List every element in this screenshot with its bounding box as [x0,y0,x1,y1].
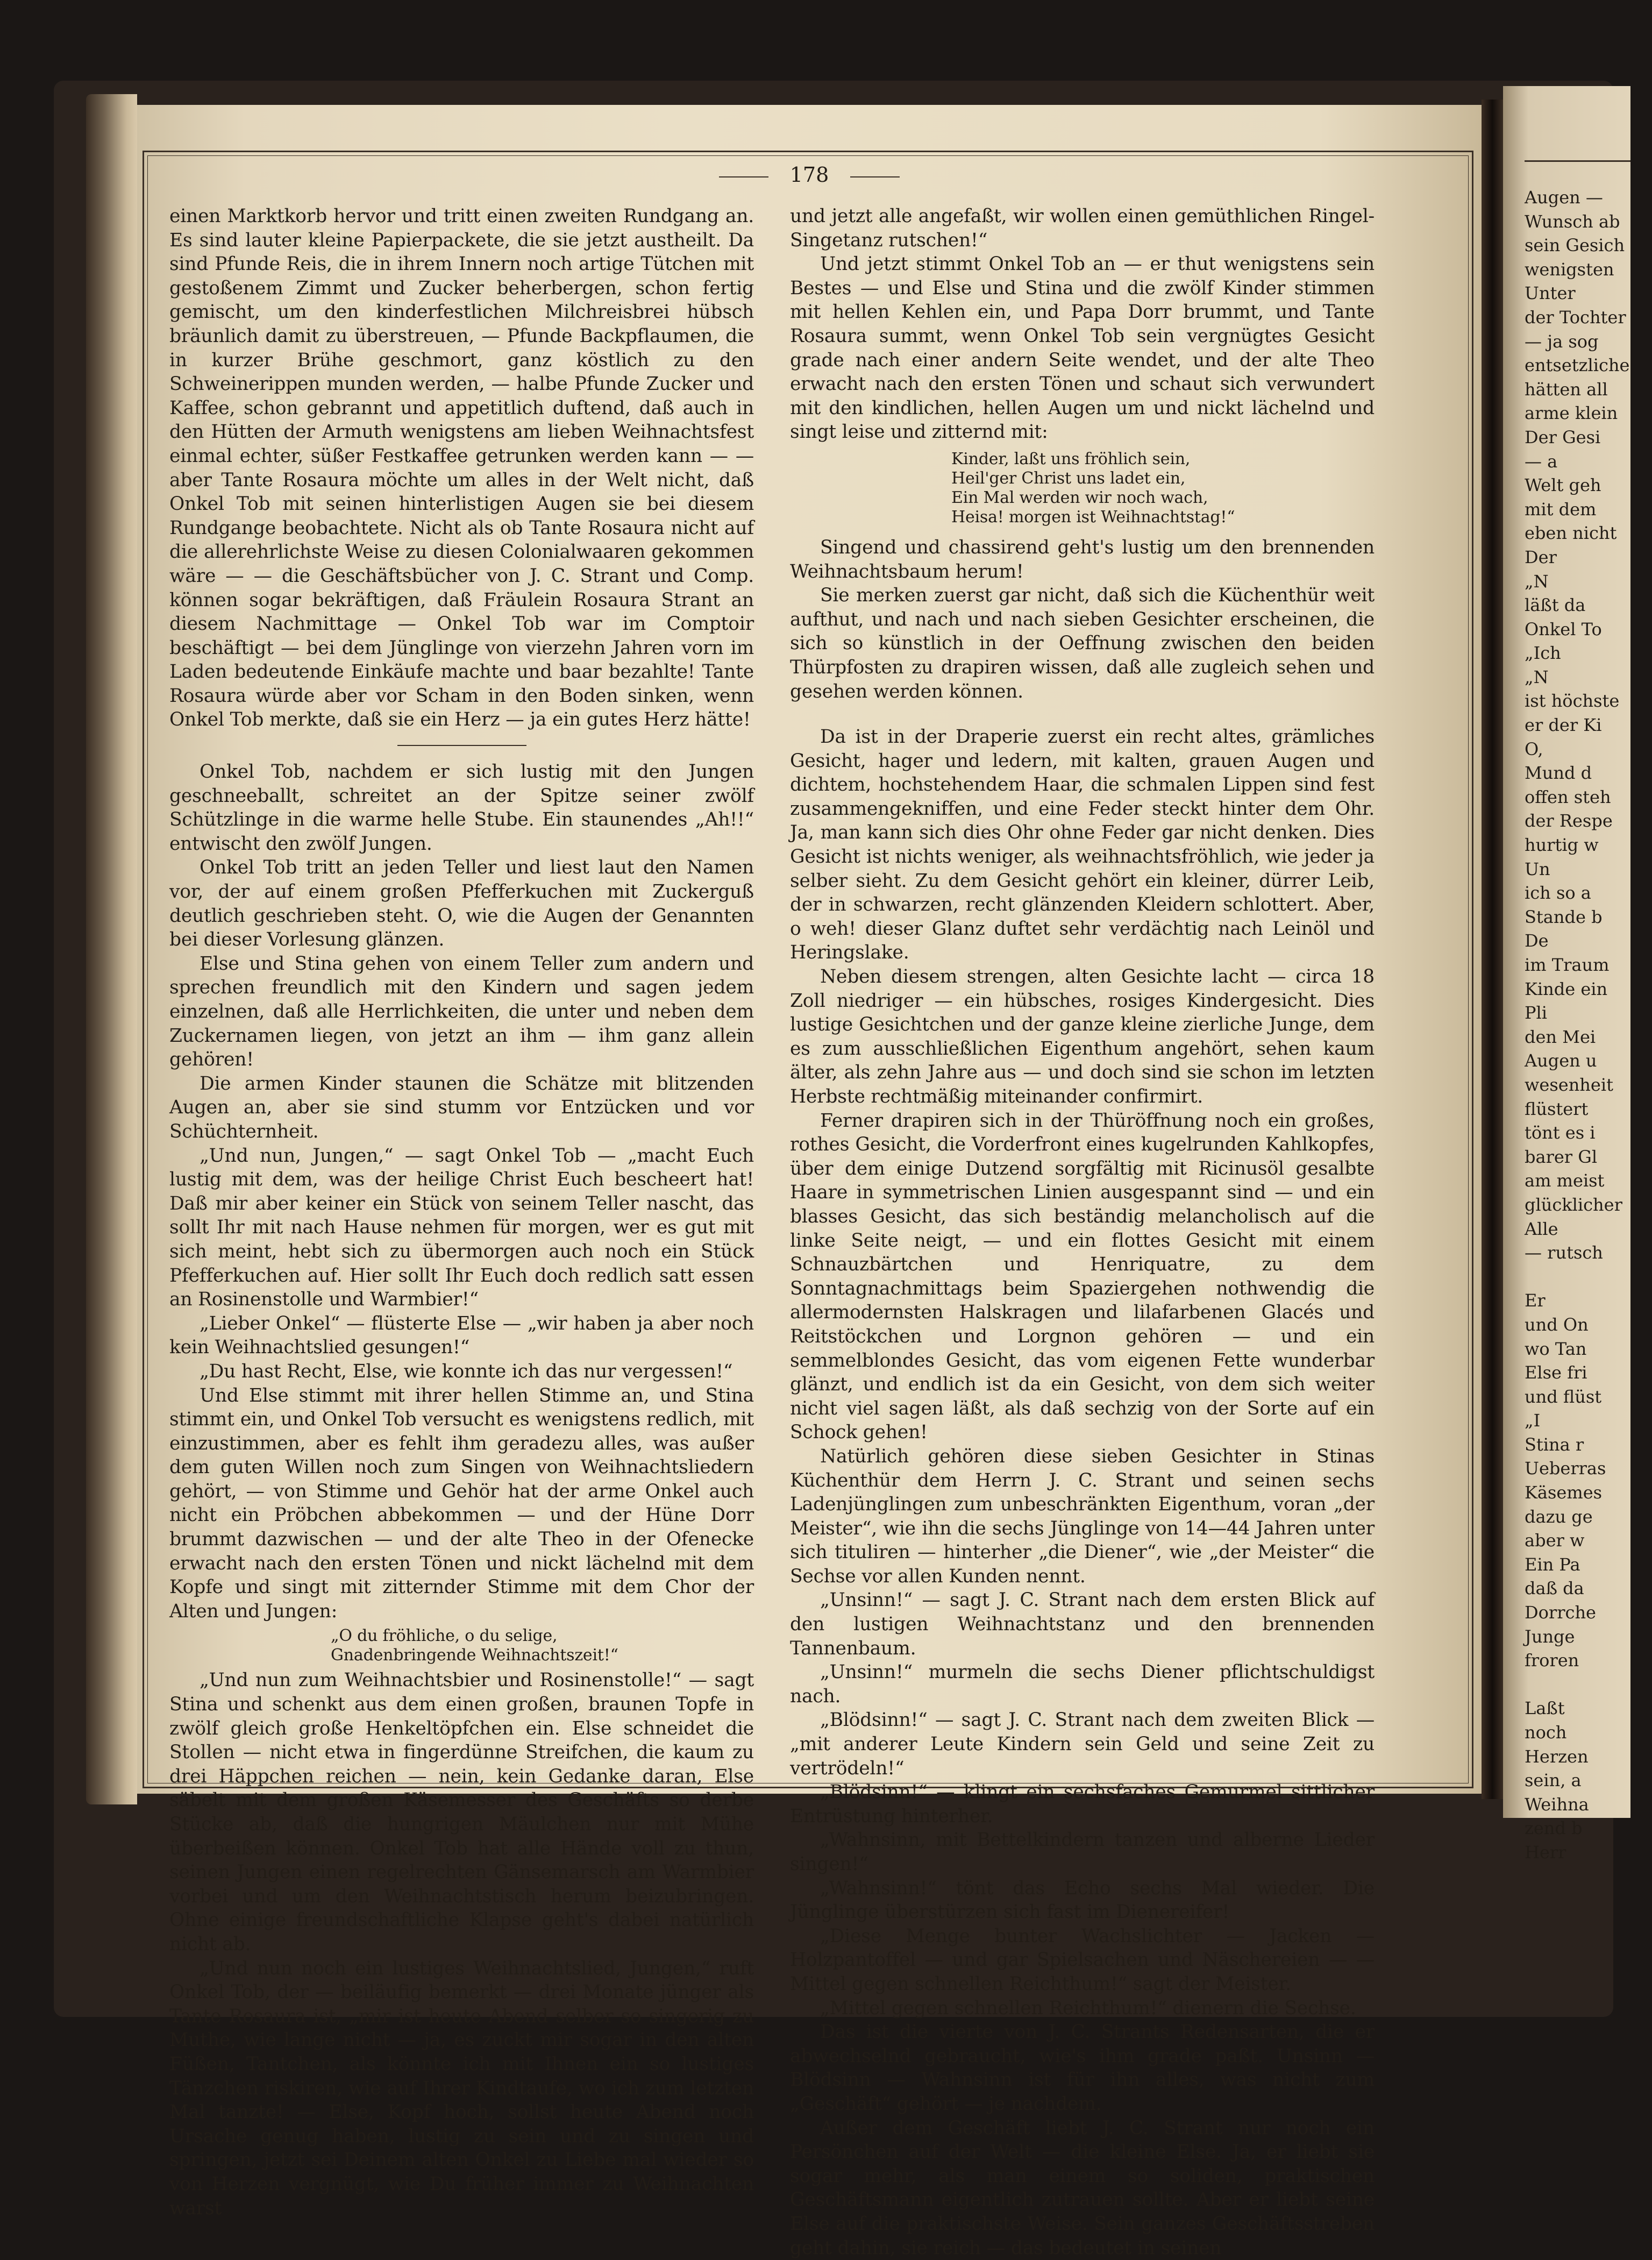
facing-page-line: Mund d [1525,763,1592,784]
facing-page-line: Alle [1525,1218,1558,1239]
book-page [137,105,1482,2259]
facing-page-line: zend b [1525,1818,1583,1839]
facing-page-line: Der Gesi [1525,427,1601,447]
facing-page-line: Else fri [1525,1362,1587,1383]
facing-page-line: läßt da [1525,595,1586,616]
facing-page-line: Kinde ein [1525,978,1608,999]
facing-page-line: — ja sog [1525,331,1599,352]
paragraph: „Lieber Onkel“ — flüsterte Else — „wir haben ja aber noch kein Weihnachtslied gesungen!“ [169,1312,754,1359]
facing-page-line: hätten all [1525,379,1608,400]
paragraph: einen Marktkorb hervor und tritt einen zweiten Rundgang an. Es sind lauter kleine Papierpackete, die sie jetzt austheilt. Da sind Pfunde Reis, die in ihrem Innern noch artige Tütchen mit gestoßenem Zimmt und Zucker beherbergen, schon fertig gemischt, um den kinderfestlichen Milchreisbrei hübsch bräunlich damit zu überstreuen, — Pfunde Backpflaumen, die in kurzer Brühe geschmort, ganz köstlich zu den Schweinerippen munden werden, — halbe Pfunde Zucker und Kaffee, schon gebrannt und appetitlich duftend, daß auch in den Hütten der Armuth wenigstens am lieben Weihnachtsfest einmal echter, süßer Festkaffee getrunken werden kann — — aber Tante Rosaura möchte um alles in der Welt nicht, daß Onkel Tob mit seinen hinterlistigen Augen sie bei diesem Rundgange beobachtete. Nicht als ob Tante Rosaura nicht auf die allerehrlichste Weise zu diesen Colonialwaaren gekommen wäre — — die Geschäftsbücher von J. C. Strant und Comp. können sogar bekräftigen, daß Fräulein Rosaura Strant an diesem Nachmittage — Onkel Tob war im Comptoir beschäftigt — bei dem Jünglinge von vierzehn Jahren vorn im Laden bedeutende Einkäufe machte und baar bezahlte! Tante Rosaura würde aber vor Scham in den Boden sinken, wenn Onkel Tob merkte, daß sie ein Herz — ja ein gutes Herz hätte! [169,205,754,731]
facing-page-line: wo Tan [1525,1338,1587,1359]
facing-page-line: Er [1525,1290,1546,1311]
facing-page-line: Stina r [1525,1434,1584,1455]
facing-page-line: sein Gesich [1525,235,1625,256]
facing-page-line: Ueberras [1525,1458,1606,1479]
facing-page-line: im Traum [1525,955,1610,975]
facing-page-line: wenigsten [1525,259,1614,280]
text-column-left [169,204,754,2220]
facing-page-line: Weihna [1525,1794,1589,1815]
facing-page-line: tönt es i [1525,1122,1596,1143]
paragraph: „Und nun zum Weihnachtsbier und Rosinenstolle!“ — sagt Stina und schenkt aus dem einen großen, braunen Topfe in zwölf gleich große Henkeltöpfchen ein. Else schneidet die Stollen — nicht etwa in fingerdünne Streifchen, die kaum zu drei Häppchen reichen — nein, kein Gedanke daran, Else säbelt mit dem großen Käsemesser des Geschäfts so derbe Stücke ab, daß die hungrigen Mäulchen nur mit Mühe überbeißen können. Onkel Tob hat alle Hände voll zu thun, seinen Jungen einen regelrechten Gänsemarsch am Warmbier vorbei und um den Weihnachtstisch herum beizubringen. Ohne einige freundschaftliche Klapse geht's dabei natürlich nicht ab. [169,1669,754,1955]
facing-page-line: und flüst [1525,1386,1602,1407]
facing-page-line: dazu ge [1525,1506,1593,1527]
facing-page-line: wesenheit [1525,1074,1613,1095]
paragraph: Außer dem Geschäft liebt J. C. Strant nur noch ein Persönchen auf der Welt — die kleine Else. Ja, er liebt sie sogar mehr, als man einem so soliden, praktischen Geschäftsmann eigentlich zutrauen sollte. Aber er liebt seine Else auf die praktischste Weise. Sein ganzes Geschäftsstreben geht dahin, sie reich — das bedeutet in seinen [790,2117,1375,2259]
facing-page-line: flüstert [1525,1098,1589,1119]
facing-page-line: den Mei [1525,1026,1596,1047]
page-number: 178 [789,163,829,187]
facing-page-line: Herr [1525,1842,1566,1863]
facing-page-line: daß da [1525,1578,1584,1599]
paragraph: „Unsinn!“ murmeln die sechs Diener pflichtschuldigst nach. [790,1661,1375,1707]
facing-page-line: sein, a [1525,1770,1582,1791]
facing-page-line: Wunsch ab [1525,211,1620,232]
paragraph: Onkel Tob tritt an jeden Teller und liest laut den Namen vor, der auf einem großen Pfefferkuchen mit Zuckerguß deutlich geschrieben steht. O, wie die Augen der Genannten bei dieser Vorlesung glänzen. [169,857,754,951]
facing-page-line: „I [1525,1410,1541,1431]
paragraph: Das ist die vierte von J. C. Strants Redensarten, die er abwechselnd gebraucht, wie's ihm grade paßt. Unsinn — Blödsinn — Wahnsinn ist für ihn alles, was nicht zum „Geschäft“ gehört — je nachdem. [790,2021,1375,2115]
paragraph: Die armen Kinder staunen die Schätze mit blitzenden Augen an, aber sie sind stumm vor Entzücken und vor Schüchternheit. [169,1072,754,1142]
verse-line: Kinder, laßt uns fröhlich sein, [951,449,1191,468]
facing-page-line: Herzen [1525,1746,1589,1767]
page-header [137,163,1482,187]
facing-page-line: mit dem [1525,499,1597,520]
facing-page-line: barer Gl [1525,1146,1598,1167]
facing-page-line: Onkel To [1525,619,1602,639]
paragraph: „Blödsinn!“ — sagt J. C. Strant nach dem zweiten Blick — „mit anderer Leute Kindern sein Geld und seine Zeit zu vertrödeln!“ [790,1709,1375,1779]
paragraph: „Und nun, Jungen,“ — sagt Onkel Tob — „macht Euch lustig mit dem, was der heilige Christ Euch bescheert hat! Daß mir aber keiner ein Stück von seinem Teller nascht, das sollt Ihr mit nach Hause nehmen für morgen, wer es gut mit sich meint, hebt sich zu übermorgen auch noch ein Stück Pfefferkuchen auf. Hier sollt Ihr Euch doch redlich satt essen an Rosinenstolle und Warmbier!“ [169,1145,754,1311]
section-separator [397,745,526,746]
facing-page-line: Un [1525,858,1550,879]
facing-page-line: er der Ki [1525,715,1602,736]
paragraph: „Mittel gegen schnellen Reichthum!“ dienern die Sechse. [820,1997,1356,2019]
verse-line: Heisa! morgen ist Weihnachtstag!“ [951,507,1235,527]
facing-page-line: Ein Pa [1525,1554,1580,1575]
facing-page-line: hurtig w [1525,835,1599,856]
paragraph: Onkel Tob, nachdem er sich lustig mit den Jungen geschneeballt, schreitet an der Spitze seiner zwölf Schützlinge in die warme helle Stube. Ein staunendes „Ah!!“ entwischt den zwölf Jungen. [169,761,754,855]
facing-page-line: aber w [1525,1530,1585,1551]
facing-page-line: Der [1525,546,1557,567]
facing-page-line: froren [1525,1650,1579,1671]
facing-page-line: Augen u [1525,1050,1597,1071]
paragraph: Neben diesem strengen, alten Gesichte lacht — circa 18 Zoll niedriger — ein hübsches, rosiges Kindergesicht. Dies lustige Gesichtchen und der ganze kleine zierliche Junge, dem es zum ausschließlichen Eigenthum angehört, sehen kaum älter, als zehn Jahre aus — und doch sind sie schon im letzten Herbste rechtmäßig miteinander confirmirt. [790,966,1375,1107]
facing-page-line: Stande b [1525,906,1603,927]
paragraph: Und jetzt stimmt Onkel Tob an — er thut wenigstens sein Bestes — und Else und Stina und die zwölf Kinder stimmen mit hellen Kehlen ein, und Papa Dorr brummt, und Tante Rosaura summt, wenn Onkel Tob sein vergnügtes Gesicht grade nach einer andern Seite wendet, und der alte Theo erwacht nach den ersten Tönen und schaut sich verwundert mit den kindlichen, hellen Augen um und nickt lächelnd und singt leise und zitternd mit: [790,253,1375,443]
facing-page [1503,86,1630,1863]
facing-page-line: und On [1525,1314,1589,1335]
facing-page-line: entsetzliche [1525,355,1630,376]
facing-page-rule [1525,160,1630,162]
text-column-right [790,204,1375,2260]
facing-page-line: „N [1525,571,1549,592]
verse-line: Ein Mal werden wir noch wach, [951,488,1208,507]
verse-block [169,1626,754,1665]
paragraph: „Du hast Recht, Else, wie konnte ich das nur vergessen!“ [200,1360,733,1382]
facing-page-line: glücklicher [1525,1194,1622,1215]
paragraph: Natürlich gehören diese sieben Gesichter in Stinas Küchenthür dem Herrn J. C. Strant und seinen sechs Ladenjünglingen zum unbeschränkten Eigenthum, voran „der Meister“, wie ihn die sechs Jünglinge von 14—44 Jahren unter sich tituliren — hinterher „die Diener“, wie „der Meister“ die Sechse vor allen Kunden nennt. [790,1445,1375,1587]
paragraph: „Wahnsinn!“ tönt das Echo sechs Mal wieder. Die Jünglinge überstürzen sich fast im Dienereifer! [790,1877,1375,1923]
facing-page-line [1525,1265,1652,1289]
paragraph: Ferner drapiren sich in der Thüröffnung noch ein großes, rothes Gesicht, die Vorderfront eines kugelrunden Kahlkopfes, über dem einige Dutzend sorgfältig mit Ricinusöl gesalbte Haare in symmetrischen Linien ausgespannt sind — und ein blasses Gesicht, das sich beständig melancholisch auf die linke Seite neigt, — und ein flottes Gesicht mit einem Schnauzbärtchen und Henriquatre, zu dem Sonntagnachmittags beim Spaziergehen nothwendig die allermodernsten Halskragen und lilafarbenen Glacés und Reitstöckchen und Lorgnon gehören — und ein semmelblondes Gesicht, das vom eigenen Fette wunderbar glänzt, und endlich ist da ein Gesicht, von dem sich weiter nicht viel sagen läßt, als daß sechzig von der Sorte auf ein Schock gehen! [790,1110,1375,1444]
page-stack-edge [86,94,137,1804]
facing-page-line: „Ich [1525,643,1561,664]
paragraph: „Blödsinn!“ — klingt ein sechsfaches Gemurmel sittlicher Entrüstung hinterher. [790,1781,1375,1827]
section-gap [790,703,1375,725]
header-rule-left [719,176,768,177]
header-rule-right [850,176,900,177]
facing-page-line: Dorrche [1525,1602,1596,1623]
facing-page-line: — a [1525,451,1558,472]
paragraph: Und Else stimmt mit ihrer hellen Stimme an, und Stina stimmt ein, und Onkel Tob versucht es wenigstens redlich, mit einzustimmen, aber es fehlt ihm geradezu alles, was außer dem guten Willen noch zum Singen von Weihnachtsliedern gehört, — von Stimme und Gehör hat der arme Onkel auch nicht ein Pröbchen abbekommen — und der Hüne Dorr brummt dazwischen — und der alte Theo in der Ofenecke erwacht nach den ersten Tönen und nickt lächelnd mit dem Kopfe und singt mit zitternder Stimme mit dem Chor der Alten und Jungen: [169,1384,754,1622]
facing-page-line: offen steh [1525,786,1611,807]
facing-page-line: ist höchste [1525,691,1620,712]
verse-line: Gnadenbringende Weihnachtszeit!“ [331,1646,618,1665]
paragraph: „Und nun noch ein lustiges Weihnachtslied, Jungen,“ ruft Onkel Tob, der — beiläufig bemerkt — drei Monate jünger als Tante Rosaura ist, „mir ist heute Abend selber so singerig zu Muthe, wie lange nicht — ja, es zuckt mir sogar in den alten Füßen, Tantchen, als könnte ich mit Ihnen ein so lustiges Tänzchen riskiren, wie auf Ihrer Kindtaufe, wo ich zum letzten Mal tanzte! — Else, Kopf hoch, sollst heute Abend noch Ursache genug haben, lustig zu sein und zu singen und springen, jetzt sei Deinem alten Onkel zu Liebe mal wieder so von Herzen vergnügt, wie Du früher immer zu Weihnachten warst [169,1957,754,2219]
facing-page-line: arme klein [1525,403,1618,424]
paragraph: Da ist in der Draperie zuerst ein recht altes, grämliches Gesicht, hager und ledern, mit kalten, grauen Augen und dichtem, hochstehendem Haar, die schmalen Lippen sind fest zusammengekniffen, und eine Feder steckt hinter dem Ohr. Ja, man kann sich dies Ohr ohne Feder gar nicht denken. Dies Gesicht ist nichts weniger, als weihnachtsfröhlich, wie jeder ja selber sieht. Zu dem Gesicht gehört ein kleiner, dürrer Leib, der in schwarzen, recht glänzenden Kleidern schlottert. Aber, o weh! dieser Glanz duftet sehr verdächtig nach Leinöl und Heringslake. [790,726,1375,964]
verse-block [790,450,1375,527]
facing-page-line: O, [1525,738,1543,759]
facing-page-line: am meist [1525,1170,1605,1191]
facing-page-line: der Respe [1525,811,1613,831]
paragraph: und jetzt alle angefaßt, wir wollen einen gemüthlichen Ringel-Singetanz rutschen!“ [790,205,1375,251]
paragraph: „Diese Menge bunter Wachslichter — Jacken — Holzpantoffel — und gar Spielsachen und Näschereien — — Mittel gegen schnellen Reichthum!“ sagt der Meister. [790,1925,1375,1995]
facing-page-line: De [1525,930,1549,951]
facing-page-line: noch [1525,1722,1567,1743]
facing-page-line: — rutsch [1525,1242,1603,1263]
facing-page-line: Käsemes [1525,1482,1603,1503]
paragraph: Singend und chassirend geht's lustig um den brennenden Weihnachtsbaum herum! [790,536,1375,582]
facing-page-line: eben nicht [1525,523,1617,544]
facing-page-line: Laßt [1525,1698,1565,1719]
facing-page-text [1503,186,1652,1865]
facing-page-line: Unter [1525,283,1576,304]
paragraph: „Wahnsinn, mit Bettelkindern tanzen und alberne Lieder singen!“ [790,1829,1375,1875]
facing-page-line [1525,1673,1652,1697]
facing-page-line: der Tochter [1525,307,1626,328]
paragraph: „Unsinn!“ — sagt J. C. Strant nach dem ersten Blick auf den lustigen Weihnachtstanz und den brennenden Tannenbaum. [790,1589,1375,1659]
facing-page-line: Welt geh [1525,475,1601,496]
facing-page-line: Augen — [1525,187,1603,208]
facing-page-line: ich so a [1525,883,1591,904]
facing-page-line: Junge [1525,1626,1575,1647]
verse-line: „O du fröhliche, o du selige, [331,1626,558,1646]
paragraph: Else und Stina gehen von einem Teller zum andern und sprechen freundlich mit den Kindern und sagen jedem einzelnen, daß alle Herrlichkeiten, die unter und neben dem Zuckernamen liegen, von jetzt an ihm — ihm ganz allein gehören! [169,953,754,1071]
book-gutter [1482,100,1503,1799]
verse-line: Heil'ger Christ uns ladet ein, [951,468,1186,488]
facing-page-line: Pli [1525,1003,1547,1024]
paragraph: Sie merken zuerst gar nicht, daß sich die Küchenthür weit aufthut, und nach und nach sieben Gesichter erscheinen, die sich so künstlich in der Oeffnung zwischen den beiden Thürpfosten zu drapiren wissen, daß alle zugleich sehen und gesehen werden können. [790,585,1375,702]
facing-page-line: „N [1525,666,1549,687]
